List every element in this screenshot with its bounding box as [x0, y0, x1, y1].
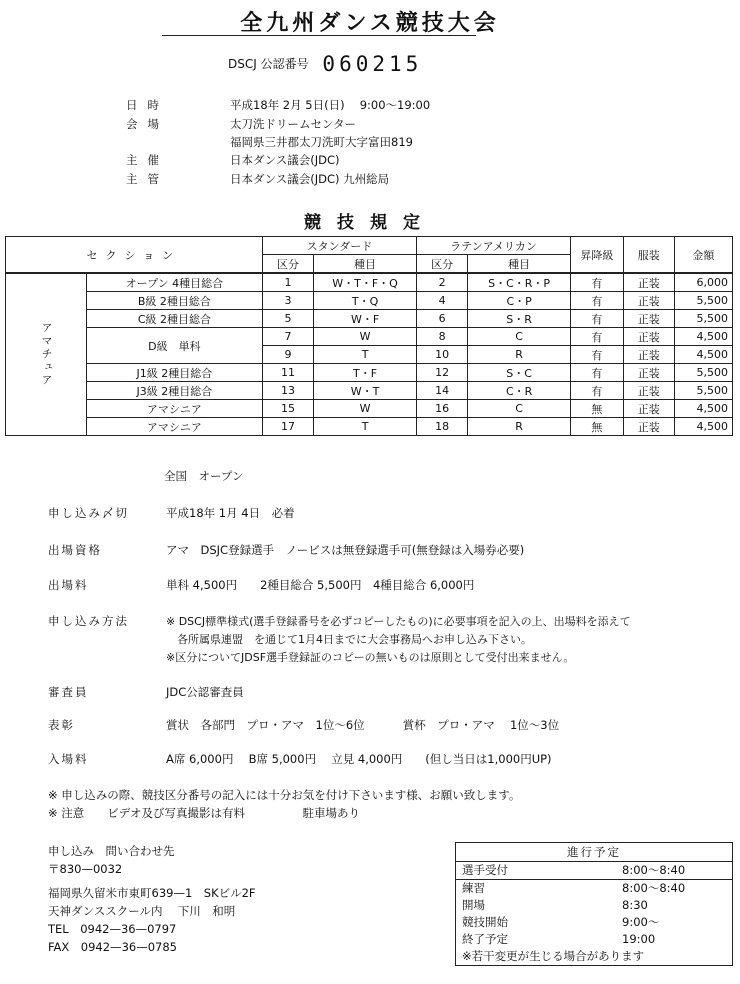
schedule-row — [456, 931, 732, 948]
title-underline — [162, 35, 476, 36]
row-fee: 6,000 — [674, 273, 732, 292]
row-section: オープン 4種目総合 — [87, 273, 263, 292]
row-section: J1級 2種目総合 — [87, 364, 263, 382]
header-std-div: 区分 — [262, 255, 313, 274]
schedule-time: 9:00～ — [622, 915, 660, 929]
row-fee: 5,500 — [674, 310, 732, 328]
row-std-ev: W — [314, 328, 417, 346]
info-value: 福岡県三井郡太刀洗町大字富田819 — [230, 135, 413, 149]
note-line: ※ 申し込みの際、競技区分番号の記入には十分お気を付け下さいます様、お願い致します。 — [48, 788, 521, 802]
row-std-no: 1 — [262, 273, 313, 292]
row-lat-ev: C — [468, 328, 571, 346]
header-lat-events: 種目 — [468, 255, 571, 274]
entry-fee — [48, 577, 474, 593]
schedule-time: 8:30 — [622, 898, 648, 912]
row-lat-ev: S・R — [468, 310, 571, 328]
entry-value: 単科 4,500円 2種目総合 5,500円 4種目総合 6,000円 — [166, 578, 475, 592]
header-lat-div: 区分 — [417, 255, 468, 274]
certification — [228, 52, 422, 76]
rules-title: 競技規定 — [304, 213, 436, 233]
row-promo: 有 — [570, 310, 623, 328]
row-promo: 有 — [570, 328, 623, 346]
entry-awards — [48, 717, 559, 733]
contact-title: 申し込み 問い合わせ先 — [48, 844, 175, 858]
page-title: 全九州ダンス競技大会 — [240, 11, 500, 36]
row-lat-ev: C — [468, 400, 571, 418]
entry-deadline — [48, 505, 295, 521]
row-attire: 正装 — [623, 346, 674, 364]
contact-line: 福岡県久留米市東町639—1 SKビル2F — [48, 886, 256, 900]
entry-label: 出場資格 — [48, 543, 102, 557]
row-lat-no: 2 — [417, 273, 468, 292]
row-std-ev: W・F — [314, 310, 417, 328]
contact-line: 〒830—0032 — [48, 862, 123, 876]
row-lat-ev: S・C — [468, 364, 571, 382]
contact-line: 天神ダンススクール内 下川 和明 — [48, 904, 236, 918]
row-section: C級 2種目総合 — [87, 310, 263, 328]
schedule-row — [456, 862, 732, 880]
info-value: 平成18年 2月 5日(日) 9:00～19:00 — [230, 98, 431, 112]
row-section: J3級 2種目総合 — [87, 382, 263, 400]
schedule-title: 進行予定 — [456, 843, 732, 862]
entry-value: 賞状 各部門 プロ・アマ 1位～6位 賞杯 プロ・アマ 1位～3位 — [166, 718, 560, 732]
row-std-no: 17 — [262, 418, 313, 436]
header-attire: 服装 — [623, 237, 674, 274]
row-promo: 有 — [570, 382, 623, 400]
table-row — [6, 310, 733, 328]
header-latin: ラテンアメリカン — [417, 237, 571, 255]
row-std-no: 9 — [262, 346, 313, 364]
row-section: D級 単科 — [87, 328, 263, 364]
row-lat-ev: S・C・R・P — [468, 273, 571, 292]
row-lat-no: 8 — [417, 328, 468, 346]
schedule-item: 終了予定 — [462, 932, 508, 946]
row-attire: 正装 — [623, 273, 674, 292]
cert-number: 060215 — [322, 52, 423, 76]
row-std-ev: T・F — [314, 364, 417, 382]
info-value: 日本ダンス議会(JDC) 九州総局 — [230, 172, 390, 186]
entry-value: アマ DSJC登録選手 ノービスは無登録選手可(無登録は入場券必要) — [166, 543, 525, 557]
row-promo: 無 — [570, 418, 623, 436]
schedule-item: 練習 — [462, 881, 485, 895]
row-std-ev: W — [314, 400, 417, 418]
row-attire: 正装 — [623, 400, 674, 418]
row-lat-no: 12 — [417, 364, 468, 382]
entry-value: ※区分についてJDSF選手登録証のコピーの無いものは原則として受付出来ません。 — [166, 651, 575, 664]
schedule-item: 開場 — [462, 898, 485, 912]
header-section: セクション — [6, 237, 263, 274]
row-lat-no: 10 — [417, 346, 468, 364]
row-fee: 4,500 — [674, 400, 732, 418]
row-lat-no: 14 — [417, 382, 468, 400]
row-lat-ev: C・R — [468, 382, 571, 400]
entry-value: 各所属県連盟 を通じて1月4日までに大会事務局へお申し込み下さい。 — [166, 633, 532, 646]
row-std-ev: W・T — [314, 382, 417, 400]
contact-block — [48, 842, 256, 956]
row-fee: 4,500 — [674, 418, 732, 436]
row-promo: 無 — [570, 400, 623, 418]
row-lat-no: 4 — [417, 292, 468, 310]
entry-value: 平成18年 1月 4日 必着 — [166, 506, 295, 520]
entry-label: 表彰 — [48, 718, 75, 732]
cert-label: DSCJ 公認番号 — [228, 57, 309, 71]
row-attire: 正装 — [623, 364, 674, 382]
info-venue-address — [126, 134, 413, 150]
entry-label: 申し込み方法 — [48, 614, 129, 628]
table-row — [6, 382, 733, 400]
table-row — [6, 400, 733, 418]
header-fee: 金額 — [674, 237, 732, 274]
scope-text: 全国 オープン — [164, 469, 244, 483]
row-lat-ev: R — [468, 346, 571, 364]
row-std-no: 7 — [262, 328, 313, 346]
header-promotion: 昇降級 — [570, 237, 623, 274]
schedule-row — [456, 880, 732, 897]
table-row — [6, 364, 733, 382]
row-promo: 有 — [570, 273, 623, 292]
row-attire: 正装 — [623, 382, 674, 400]
row-attire: 正装 — [623, 310, 674, 328]
row-section: アマシニア — [87, 400, 263, 418]
row-std-ev: T・Q — [314, 292, 417, 310]
contact-line: TEL 0942—36—0797 — [48, 922, 177, 936]
table-row — [6, 292, 733, 310]
entry-eligibility — [48, 542, 524, 558]
schedule-time: 8:00～8:40 — [622, 881, 686, 895]
entry-value: A席 6,000円 B席 5,000円 立見 4,000円 (但し当日は1,000円UP) — [166, 752, 552, 766]
row-lat-no: 6 — [417, 310, 468, 328]
note-line: ※ 注意 ビデオ及び写真撮影は有料 駐車場あり — [48, 806, 361, 820]
entry-label: 申し込み〆切 — [48, 506, 129, 520]
info-host — [126, 152, 340, 168]
info-value: 太刀洗ドリームセンター — [230, 117, 357, 131]
row-fee: 5,500 — [674, 382, 732, 400]
row-std-no: 13 — [262, 382, 313, 400]
entry-value: ※ DSCJ標準様式(選手登録番号を必ずコピーしたもの)に必要事項を記入の上、出場料を添えて — [166, 615, 631, 628]
info-organizer — [126, 171, 389, 187]
row-fee: 5,500 — [674, 292, 732, 310]
info-label: 主管 — [126, 172, 169, 186]
row-attire: 正装 — [623, 418, 674, 436]
header-standard: スタンダード — [262, 237, 416, 255]
row-std-no: 3 — [262, 292, 313, 310]
row-lat-ev: R — [468, 418, 571, 436]
row-fee: 4,500 — [674, 346, 732, 364]
row-std-ev: T — [314, 346, 417, 364]
row-lat-no: 16 — [417, 400, 468, 418]
info-label: 会場 — [126, 117, 169, 131]
entry-label: 審査員 — [48, 685, 89, 699]
entry-method — [48, 613, 631, 629]
row-section: B級 2種目総合 — [87, 292, 263, 310]
schedule-item: 選手受付 — [462, 863, 508, 877]
schedule-item: 競技開始 — [462, 915, 508, 929]
row-std-ev: T — [314, 418, 417, 436]
row-promo: 有 — [570, 292, 623, 310]
rules-table — [5, 236, 733, 436]
row-std-no: 11 — [262, 364, 313, 382]
schedule-row — [456, 914, 732, 931]
info-value: 日本ダンス議会(JDC) — [230, 153, 340, 167]
row-std-ev: W・T・F・Q — [314, 273, 417, 292]
header-std-events: 種目 — [314, 255, 417, 274]
info-label: 主催 — [126, 153, 169, 167]
schedule-time: 8:00～8:40 — [622, 863, 686, 877]
entry-value: JDC公認審査員 — [166, 685, 244, 699]
info-venue — [126, 116, 356, 132]
info-date — [126, 97, 430, 113]
row-fee: 4,500 — [674, 328, 732, 346]
schedule-row — [456, 897, 732, 914]
row-std-no: 15 — [262, 400, 313, 418]
entry-admission — [48, 751, 552, 767]
table-row — [6, 418, 733, 436]
group-label: アマチュア — [6, 273, 87, 436]
entry-judges — [48, 684, 244, 700]
row-std-no: 5 — [262, 310, 313, 328]
row-fee: 5,500 — [674, 364, 732, 382]
row-promo: 有 — [570, 364, 623, 382]
entry-label: 入場料 — [48, 752, 89, 766]
row-attire: 正装 — [623, 292, 674, 310]
entry-method-line3 — [48, 649, 574, 665]
schedule-box — [455, 842, 733, 966]
entry-method-line2 — [48, 631, 532, 647]
table-row — [6, 328, 733, 346]
table-row — [6, 273, 733, 292]
row-section: アマシニア — [87, 418, 263, 436]
contact-line: FAX 0942—36—0785 — [48, 940, 177, 954]
info-label: 日時 — [126, 98, 169, 112]
entry-label: 出場料 — [48, 578, 89, 592]
row-promo: 有 — [570, 346, 623, 364]
row-attire: 正装 — [623, 328, 674, 346]
schedule-note: ※若干変更が生じる場合があります — [462, 949, 645, 963]
row-lat-no: 18 — [417, 418, 468, 436]
row-lat-ev: C・P — [468, 292, 571, 310]
schedule-time: 19:00 — [622, 932, 656, 946]
